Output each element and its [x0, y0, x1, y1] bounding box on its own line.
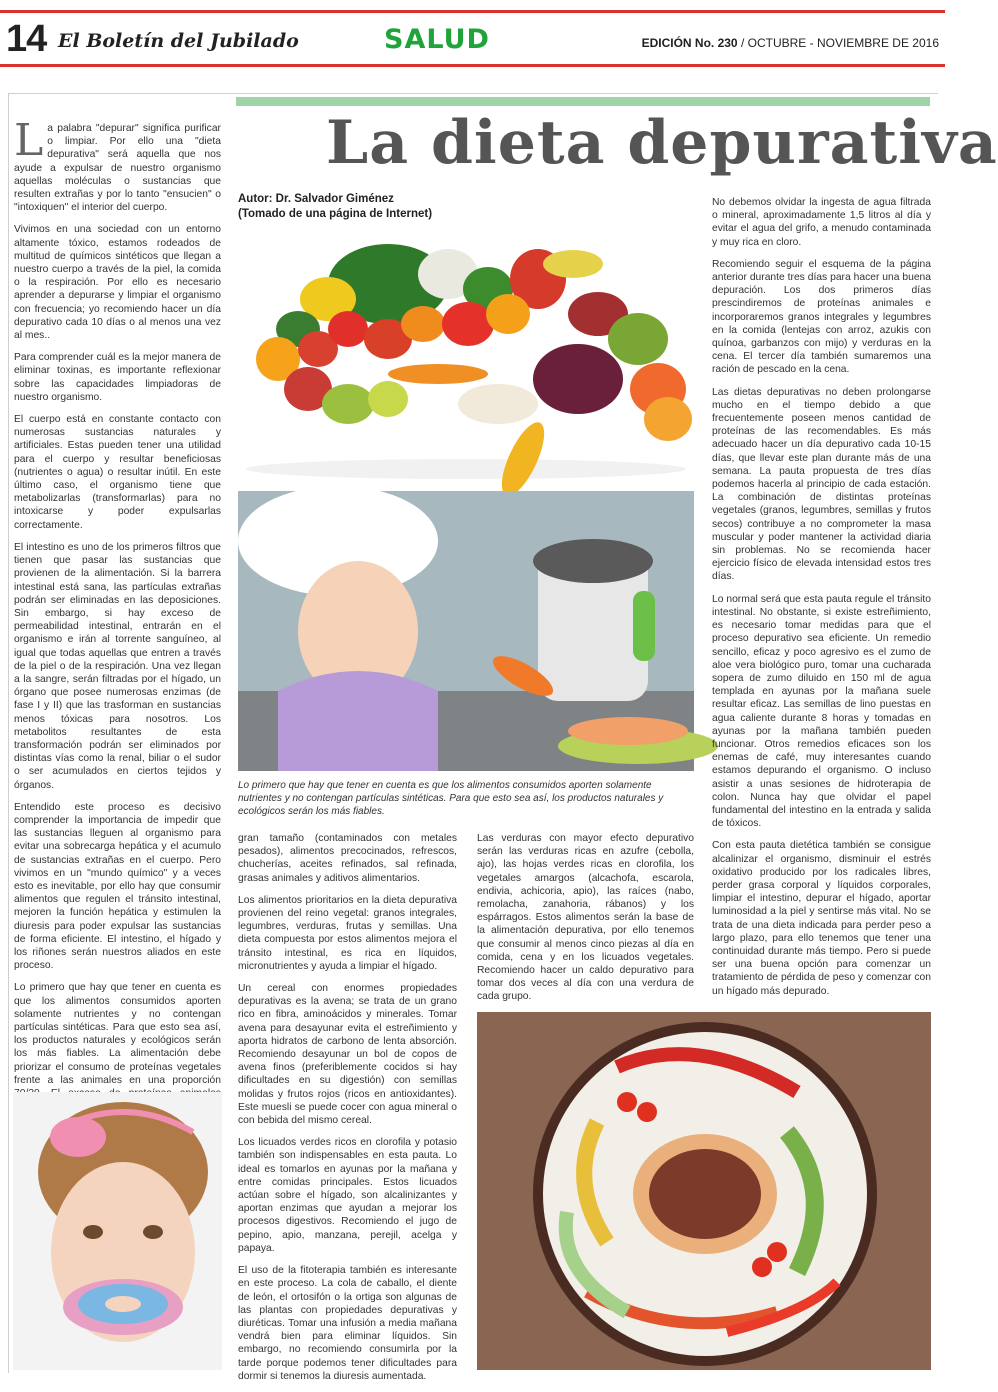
edition-label: EDICIÓN No. 230 — [641, 36, 738, 50]
paragraph: La palabra "depurar" significa purificar o limpiar. Por ello una "dieta depurativa" será aquella que nos ayude a expulsar de nuestro organismo aquellas moléculas o sustancias que resulten extrañas y por lo tanto "ensucien" o "intoxiquen" el interior del cuerpo. — [14, 115, 221, 214]
paragraph: El cuerpo está en constante contacto con numerosas sustancias naturales y artificiales. Estas pueden tener una utilidad para el cuerpo y resultar beneficiosas (nutrientes o agua) o resultar inútil. En este último caso, el organismo tiene que metabolizarlas (transformarlas) para no intoxicarse y poder expulsarlas correctamente. — [14, 414, 221, 531]
paragraph: Un cereal con enormes propiedades depurativas es la avena; se trata de un grano rico en fibra, aminoácidos y minerales. Tomar avena para desayunar evita el estreñimiento y aporta hidratos de carbono de lenta absorción. Recomiendo desayunar un bol de copos de avena finos (preferiblemente cocidos si hay dificultades en su digestión) con semillas molidas y frutos rojos (ricos en antioxidantes). Este muesli se puede cocer con agua mineral o con bebida del mismo cereal. — [238, 983, 457, 1127]
paragraph: Los alimentos prioritarios en la dieta depurativa provienen del reino vegetal: granos integrales, legumbres, verduras, frutas y semillas. Una dieta compuesta por estos alimentos mejora el tránsito intestinal, es rica en líquidos, micronutrientes y ayuda a limpiar el hígado. — [238, 894, 457, 972]
section-title: SALUD — [384, 24, 490, 55]
paragraph: Entendido este proceso es decisivo comprender la importancia de impedir que las sustancias lleguen al organismo para evitar una sobrecarga hepática y el acumulo de sustancias extrañas en el cuerpo. Pero vivimos en un "mundo químico" y a veces esto es inevitable, por ello hay que consumir alimentos que regulen el tránsito intestinal, mejoren la función hepática y estimulen la diuresis para poder expulsar las sustancias de forma eficiente. El intestino, el hígado y los riñones serán nuestros aliados en este proceso. — [14, 801, 221, 972]
paragraph: Con esta pauta dietética también se consigue alcalinizar el organismo, disminuir el estrés oxidativo producido por los radicales libres, perder grasa corporal y líquidos corporales, limpiar el intestino, depurar el hígado, aportar luminosidad a la piel y sentirse más vital. No se trata de una dieta indicada para perder peso a largo plazo, para ello tenemos que tener una continuidad durante más tiempo. Pero si puede ser una buena opción para comenzar un tratamiento de pérdida de peso y comenzar con un hígado más depurado. — [712, 840, 931, 997]
photo-caption: Lo primero que hay que tener en cuenta es que los alimentos consumidos aporten solamente nutrientes y no contengan partículas sintéticas. Para que esto sea así, los productos naturales y ecológicos serán los más fiables. — [238, 780, 664, 817]
paragraph: No debemos olvidar la ingesta de agua filtrada o mineral, aproximadamente 1,5 litros al día y evitar el agua del grifo, a menudo contaminada y muy rica en cloro. — [712, 197, 931, 248]
header-bottom-rule — [0, 64, 945, 67]
paragraph: Las dietas depurativas no deben prolongarse mucho en el tiempo debido a que frecuentemente poseen menos cantidad de proteínas de las recomendables. Es más adecuado hacer un día depurativo cada 10-15 días, que llevar este plan durante más de una semana. La pauta propuesta de tres días podemos hacerla al principio de cada estación. La combinación de distintas proteínas vegetales (granos, legumbres, semillas y frutos secos) contribuye a no comprometer la masa muscular y poder mantener la actividad diaria sin problemas. No se recomienda hacer ejercicio físico de elevada intensidad estos tres días. — [712, 386, 931, 583]
vegetables-photo — [238, 229, 694, 481]
article-author: Autor: Dr. Salvador Giménez — [238, 193, 394, 205]
veggie-platter-photo — [477, 1012, 931, 1370]
page-number: 14 — [6, 18, 47, 60]
column-2 — [238, 832, 457, 1392]
paragraph: Las verduras con mayor efecto depurativo serán las verduras ricas en azufre (cebolla, ajo), las hojas verdes ricas en clorofila, los vegetales amargos (alcachofa, escarola, endivia, achicoria, apio), las raíces (nabo, remolacha, zanahoria, rábanos) y los espárragos. Estos alimentos serán la base de la alimentación depurativa, por ello tenemos que consumir al menos cinco piezas al día en comida, cena y en los licuados vegetales. Recomiendo hacer un caldo depurativo para tomar dos veces al día con una verdura de cada grupo. — [477, 833, 694, 1003]
paragraph: Lo primero que hay que tener en cuenta es que los alimentos consumidos aporten solamente nutrientes y no contengan partículas sintéticas. Para que esto sea así, los productos naturales y ecológicos serán los más fiables. La alimentación debe priorizar el consumo de proteínas vegetales frente a las animales en una proporción — [14, 982, 221, 1086]
paragraph: gran tamaño (contaminados con metales pesados), alimentos precocinados, refrescos, chucherías, aceites refinados, sal refinada, grasas animales y aditivos alimentarios. — [238, 833, 457, 884]
article-source: (Tomado de una página de Internet) — [238, 208, 433, 220]
header-top-rule — [0, 10, 945, 13]
girl-cooking-photo — [238, 491, 694, 771]
paragraph: El intestino es uno de los primeros filtros que tienen que pasar las sustancias que provienen de la alimentación. Si la barrera intestinal está sana, las partículas extrañas podrán ser eliminadas en las deposiciones. Sin embargo, si hay exceso de permeabilidad intestinal, entrarán en el organismo e irán al torrente sanguíneo, al igual que todas aquellas que entren a través de la piel o de la respiración. Una vez llegan a la sangre, serán filtradas por el hígado, un órgano que posee numerosas enzimas (de fase I y II) que las trasforman en sustancias menos tóxicas para nosotros. Los metabolitos resultantes de esta transformación podrán ser eliminados por distintas vías como la renal, biliar o el sudor o ser acumulados en ciertos tejidos y órganos. — [14, 541, 221, 791]
edition-date: / OCTUBRE - NOVIEMBRE DE 2016 — [740, 36, 939, 50]
article-title: La dieta depurativa — [326, 108, 998, 178]
paragraph: Recomiendo seguir el esquema de la página anterior durante tres días para hacer una buena depuración. Los dos primeros días prescindiremos de proteínas animales e incorporaremos granos integrales y legumbres en la comida (lentejas con arroz, azukis con quínoa, garbanzos con mijo) y verduras en la cena. El tercer día también sumaremos una ración de pescado en la cena. — [712, 258, 931, 376]
title-accent-bar — [236, 97, 930, 106]
drop-cap: L — [14, 115, 44, 166]
edition-info — [642, 36, 939, 50]
masthead: El Boletín del Jubilado — [58, 30, 299, 52]
paragraph: El uso de la fitoterapia también es interesante en este proceso. La cola de caballo, el diente de león, el ortosifón o la ortiga son algunas de las plantas con propiedades depurativas y diuréticas. Tomar una infusión a media mañana vendrá bien para eliminar líquidos. Sin embargo, no recomiendo consumirla por la tarde porque podemos tener dificultades para dormir si tenemos la diuresis aumentada. — [238, 1265, 457, 1382]
column-1 — [14, 115, 221, 1197]
paragraph: Vivimos en una sociedad con un entorno altamente tóxico, estamos rodeados de multitud de químicos sintéticos que llegan a nuestro cuerpo a través de la piel, la comida o la respiración. Por ello es necesario aprender a depurarse y limpiar el organismo con frecuencia; yo recomiendo hacer un día depurativo cada 10 días o al menos una vez al mes.. — [14, 224, 221, 342]
paragraph: Lo normal será que esta pauta regule el tránsito intestinal. No obstante, si existe estreñimiento, es necesario tomar medidas para que el proceso depurativo sea eficiente. Un remedio sencillo, eficaz y poco agresivo es el zumo de aloe vera biológico puro, tomar una cucharada sopera de zumo diluido en 150 ml de agua templada en ayunas por la mañana suele resultar eficaz. Las semillas de lino puestas en agua caliente durante 8 horas y tomadas en ayunas por la mañana también pueden funcionar. Otros remedios eficaces son los enemas de café, muy interesantes cuando estamos depurando el organismo. O incluso asistir a unas sesiones de hidroterapia de colon. Nunca hay que olvidar el papel fundamental del intestino en la entrada y salida de tóxicos. — [712, 593, 931, 830]
column-3 — [477, 832, 694, 1013]
paragraph: Para comprender cuál es la mejor manera de eliminar toxinas, es importante reflexionar sobre las capacidades limpiadoras de nuestro organismo. — [14, 352, 221, 403]
paragraph: Los licuados verdes ricos en clorofila y potasio también son indispensables en esta pauta. Lo ideal es tomarlos en ayunas por la mañana y entre comidas principales. Estos licuados actúan sobre el hígado, son alcalinizantes y aportan enzimas que ayudan a mejorar los procesos digestivos. Recomiendo el jugo de pepino, apio, manzana, perejil, acelga y papaya. — [238, 1137, 457, 1254]
column-4 — [712, 196, 931, 1007]
girl-donut-photo — [13, 1092, 222, 1370]
